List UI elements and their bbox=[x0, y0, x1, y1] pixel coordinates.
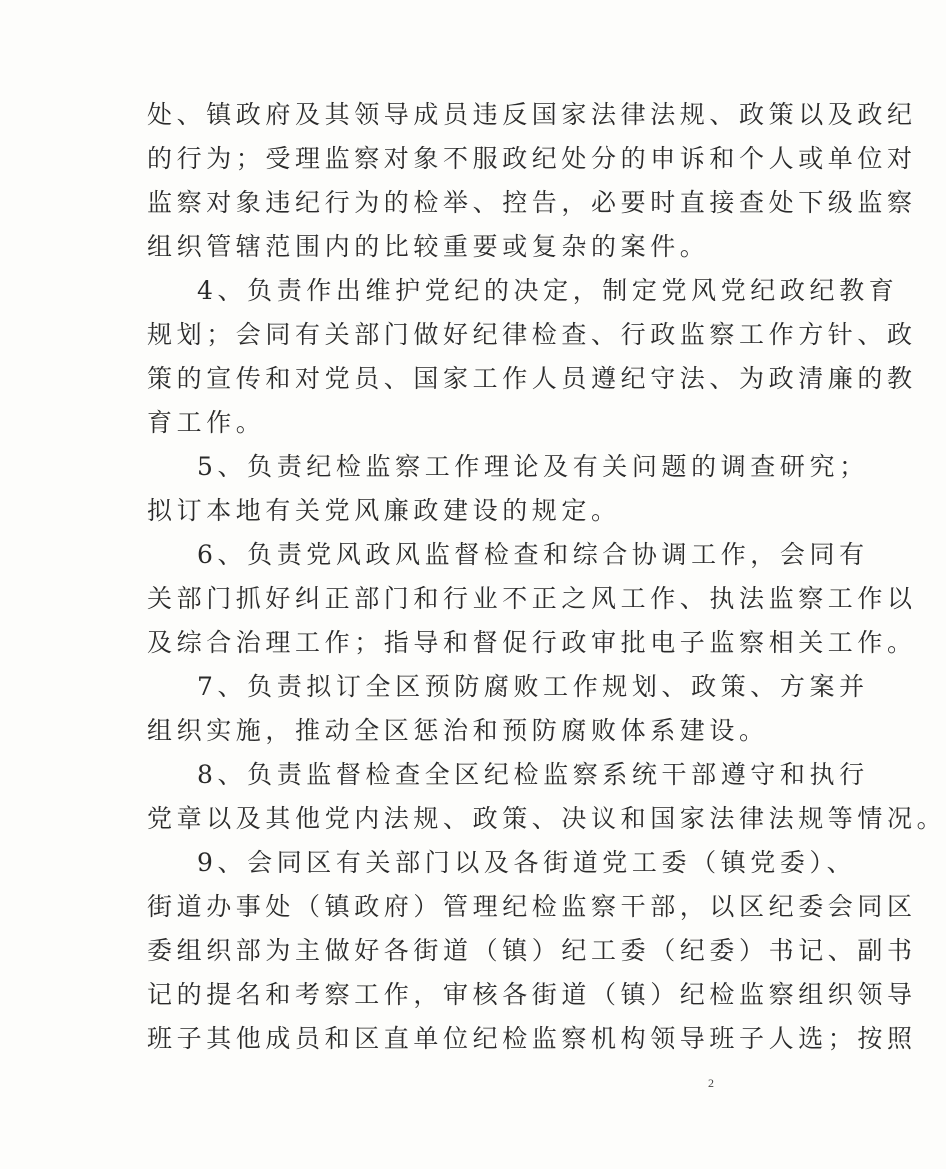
text-line: 关部门抓好纠正部门和行业不正之风工作、执法监察工作以 bbox=[147, 584, 917, 613]
text-line: 育工作。 bbox=[147, 408, 266, 437]
paragraph-8-start: 8、负责监督检查全区纪检监察系统干部遵守和执行 bbox=[197, 760, 869, 789]
text-line: 街道办事处（镇政府）管理纪检监察干部，以区纪委会同区 bbox=[147, 892, 917, 921]
text-line: 委组织部为主做好各街道（镇）纪工委（纪委）书记、副书 bbox=[147, 936, 917, 965]
paragraph-5-start: 5、负责纪检监察工作理论及有关问题的调查研究； bbox=[197, 452, 869, 481]
text-line: 拟订本地有关党风廉政建设的规定。 bbox=[147, 496, 621, 525]
paragraph-7-start: 7、负责拟订全区预防腐败工作规划、政策、方案并 bbox=[197, 672, 869, 701]
text-line: 规划；会同有关部门做好纪律检查、行政监察工作方针、政 bbox=[147, 320, 917, 349]
text-line: 处、镇政府及其领导成员违反国家法律法规、政策以及政纪 bbox=[147, 100, 917, 129]
page-number: 2 bbox=[708, 1076, 714, 1090]
text-line: 党章以及其他党内法规、政策、决议和国家法律法规等情况。 bbox=[147, 804, 946, 833]
paragraph-6-start: 6、负责党风政风监督检查和综合协调工作，会同有 bbox=[197, 540, 869, 569]
paragraph-4-start: 4、负责作出维护党纪的决定，制定党风党纪政纪教育 bbox=[197, 276, 899, 305]
text-line: 策的宣传和对党员、国家工作人员遵纪守法、为政清廉的教 bbox=[147, 364, 917, 393]
text-line: 及综合治理工作；指导和督促行政审批电子监察相关工作。 bbox=[147, 628, 917, 657]
paragraph-9-start: 9、会同区有关部门以及各街道党工委（镇党委）、 bbox=[197, 848, 857, 877]
text-line: 监察对象违纪行为的检举、控告，必要时直接查处下级监察 bbox=[147, 188, 917, 217]
text-line: 组织管辖范围内的比较重要或复杂的案件。 bbox=[147, 232, 710, 261]
text-line: 组织实施，推动全区惩治和预防腐败体系建设。 bbox=[147, 716, 769, 745]
text-line: 记的提名和考察工作，审核各街道（镇）纪检监察组织领导 bbox=[147, 980, 917, 1009]
text-line: 的行为；受理监察对象不服政纪处分的申诉和个人或单位对 bbox=[147, 144, 917, 173]
text-line: 班子其他成员和区直单位纪检监察机构领导班子人选；按照 bbox=[147, 1024, 917, 1053]
